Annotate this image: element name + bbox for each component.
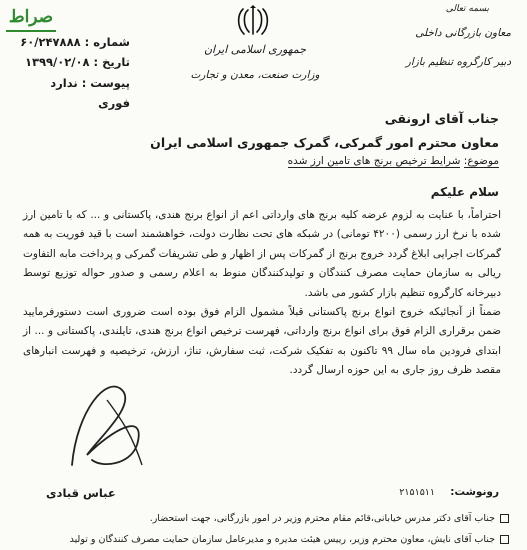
letter-number bbox=[10, 35, 130, 49]
subject-text: شرایط ترخیص برنج های تامین ارز شده bbox=[287, 155, 461, 167]
recipient-title: معاون محترم امور گمرکی، گمرک جمهوری اسلامی ایران bbox=[150, 135, 499, 150]
greeting: سلام علیکم bbox=[430, 185, 499, 199]
cc-title: رونوشت: bbox=[450, 486, 499, 498]
letter-date-value: ۱۳۹۹/۰۲/۰۸ bbox=[24, 55, 90, 69]
recipient-name: جناب آقای ارونقی bbox=[384, 111, 499, 126]
letter-body bbox=[23, 206, 501, 381]
urgency-label: فوری bbox=[98, 96, 130, 110]
cc-item-text: جناب آقای نایش، معاون محترم وزیر، رییس هیئت مدیره و مدیرعامل سازمان حمایت مصرف کنندگان و تولید bbox=[69, 534, 495, 545]
cc-number: ۲۱۵۱۵۱۱ bbox=[399, 487, 435, 498]
office-title: دبیر کارگروه تنظیم بازار bbox=[405, 56, 511, 68]
letter-attachment bbox=[10, 76, 130, 90]
ministry-name: وزارت صنعت، معدن و تجارت bbox=[190, 69, 320, 81]
signature-name: عباس قبادی bbox=[46, 486, 116, 500]
letter-attachment-label: پیوست : bbox=[81, 76, 130, 90]
cc-item-text: جناب آقای دکتر مدرس خیابانی،قائم مقام محترم وزیر در امور بازرگانی، جهت استحضار. bbox=[149, 513, 495, 524]
body-paragraph: ضمناً از آنجائیکه خروج انواع برنج پاکستانی قبلاً مشمول الزام فوق بوده است ضروری است دستورفرمایید ضمن برقراری الزام فوق برای انواع برنج وارداتی، فهرست ترخیص انواع برنج هندی، تایلندی، پاکستانی و ... از ابتدای فرودین ماه سال ۹۹ تاکنون به تفکیک شرکت، ثبت سفارش، تناژ، ارزش، ترخیصیه و فهرست انبارهای مقصد ظرف روز جاری به این حوزه ارسال گردد. bbox=[23, 306, 501, 377]
site-logo: صراط bbox=[6, 4, 56, 32]
national-emblem-icon bbox=[234, 4, 272, 38]
body-paragraph: احتراماً، با عنایت به لزوم عرضه کلیه برنج های وارداتی اعم از انواع برنج هندی، پاکستانی و ... که با تامین ارز شده با نرخ ارز رسمی (۴۲۰۰ تومانی) در شبکه های تحت نظارت دولت، خواهشمند است با قید فوریت به همه گمرکات اجرایی ابلاغ گردد خروج برنج از گمرکات پس از اظهار و طی تشریفات گمرکی و پرداخت مابه التفاوت ریالی به سازمان حمایت مصرف کنندگان و تولیدکنندگان منوط به اعلام رسمی و صدور حواله توزیع توسط دبیرخانه کارگروه تنظیم بازار کشور می باشد. bbox=[23, 209, 501, 299]
checkbox-icon bbox=[500, 535, 509, 544]
basmala: بسمه تعالی bbox=[445, 4, 489, 14]
letter-number-label: شماره : bbox=[84, 35, 130, 49]
subject-line bbox=[288, 155, 499, 167]
country-name: جمهوری اسلامی ایران bbox=[203, 43, 307, 56]
letter-number-value: ۶۰/۲۴۷۸۸۸ bbox=[20, 35, 81, 49]
cc-item bbox=[9, 513, 509, 524]
subject-label: موضوع: bbox=[463, 155, 499, 167]
handwritten-signature bbox=[52, 370, 162, 480]
checkbox-icon bbox=[500, 514, 509, 523]
deputy-title: معاون بازرگانی داخلی bbox=[415, 27, 511, 39]
letter-attachment-value: ندارد bbox=[50, 76, 78, 90]
cc-item bbox=[9, 534, 509, 545]
letter-date bbox=[10, 55, 130, 69]
letter-date-label: تاریخ : bbox=[93, 55, 130, 69]
